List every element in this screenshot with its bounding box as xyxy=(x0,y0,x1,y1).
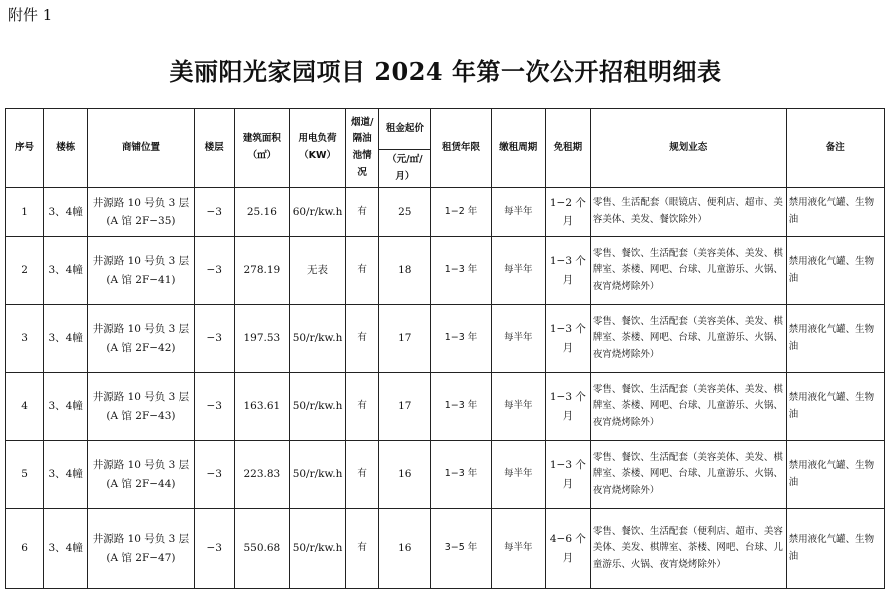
row-flue: 有 xyxy=(346,188,379,237)
row-flue: 有 xyxy=(346,237,379,305)
header-row xyxy=(6,109,885,150)
row-rent-free: 1−3 个月 xyxy=(545,441,590,509)
table-row xyxy=(6,305,885,373)
row-floor: −3 xyxy=(194,188,234,237)
row-building: 3、4幢 xyxy=(44,441,88,509)
header-business: 规划业态 xyxy=(590,109,786,188)
row-rent-free: 1−3 个月 xyxy=(545,237,590,305)
header-power: 用电负荷（KW） xyxy=(289,109,345,188)
row-building: 3、4幢 xyxy=(44,509,88,589)
row-index: 1 xyxy=(6,188,44,237)
page-title: 美丽阳光家园项目 2024 年第一次公开招租明细表 xyxy=(169,57,722,86)
row-index: 5 xyxy=(6,441,44,509)
header-area: 建筑面积（㎡） xyxy=(234,109,289,188)
row-area: 197.53 xyxy=(234,305,289,373)
row-index: 6 xyxy=(6,509,44,589)
row-building: 3、4幢 xyxy=(44,237,88,305)
row-business: 零售、餐饮、生活配套（美容美体、美发、棋牌室、茶楼、网吧、台球、儿童游乐、火锅、夜宵烧烤除外） xyxy=(590,305,786,373)
row-rent-free: 1−3 个月 xyxy=(545,373,590,441)
row-flue: 有 xyxy=(346,509,379,589)
row-lease-term: 1−3 年 xyxy=(431,441,491,509)
row-power: 60/r/kw.h xyxy=(289,188,345,237)
row-power: 50/r/kw.h xyxy=(289,441,345,509)
row-index: 2 xyxy=(6,237,44,305)
row-location: 井源路 10 号负 3 层(A 馆 2F−47) xyxy=(88,509,194,589)
header-pay-cycle: 缴租周期 xyxy=(491,109,545,188)
row-rent-free: 4−6 个月 xyxy=(545,509,590,589)
row-lease-term: 3−5 年 xyxy=(431,509,491,589)
row-rent-free: 1−3 个月 xyxy=(545,305,590,373)
row-rent: 17 xyxy=(379,373,431,441)
row-building: 3、4幢 xyxy=(44,373,88,441)
row-location: 井源路 10 号负 3 层(A 馆 2F−35) xyxy=(88,188,194,237)
row-location: 井源路 10 号负 3 层(A 馆 2F−41) xyxy=(88,237,194,305)
row-remark: 禁用液化气罐、生物油 xyxy=(786,188,884,237)
row-remark: 禁用液化气罐、生物油 xyxy=(786,373,884,441)
row-power: 50/r/kw.h xyxy=(289,373,345,441)
row-pay-cycle: 每半年 xyxy=(491,441,545,509)
row-area: 278.19 xyxy=(234,237,289,305)
row-index: 3 xyxy=(6,305,44,373)
row-floor: −3 xyxy=(194,237,234,305)
row-power: 无表 xyxy=(289,237,345,305)
row-rent: 16 xyxy=(379,509,431,589)
header-remark: 备注 xyxy=(786,109,884,188)
header-location: 商铺位置 xyxy=(88,109,194,188)
row-pay-cycle: 每半年 xyxy=(491,373,545,441)
row-lease-term: 1−2 年 xyxy=(431,188,491,237)
header-flue: 烟道/隔油池情况 xyxy=(346,109,379,188)
row-remark: 禁用液化气罐、生物油 xyxy=(786,441,884,509)
row-building: 3、4幢 xyxy=(44,188,88,237)
row-area: 25.16 xyxy=(234,188,289,237)
row-pay-cycle: 每半年 xyxy=(491,237,545,305)
row-remark: 禁用液化气罐、生物油 xyxy=(786,237,884,305)
row-area: 163.61 xyxy=(234,373,289,441)
table-row xyxy=(6,188,885,237)
attachment-label: 附件 1 xyxy=(8,6,53,24)
row-business: 零售、生活配套（眼镜店、便利店、超市、美容美体、美发、餐饮除外） xyxy=(590,188,786,237)
header-lease-term: 租赁年限 xyxy=(431,109,491,188)
row-lease-term: 1−3 年 xyxy=(431,373,491,441)
row-floor: −3 xyxy=(194,509,234,589)
row-rent: 18 xyxy=(379,237,431,305)
row-pay-cycle: 每半年 xyxy=(491,305,545,373)
row-location: 井源路 10 号负 3 层(A 馆 2F−43) xyxy=(88,373,194,441)
row-area: 223.83 xyxy=(234,441,289,509)
row-floor: −3 xyxy=(194,441,234,509)
row-flue: 有 xyxy=(346,373,379,441)
row-pay-cycle: 每半年 xyxy=(491,509,545,589)
row-flue: 有 xyxy=(346,305,379,373)
row-business: 零售、餐饮、生活配套（便利店、超市、美容美体、美发、棋牌室、茶楼、网吧、台球、儿童游乐、火锅、夜宵烧烤除外） xyxy=(590,509,786,589)
row-power: 50/r/kw.h xyxy=(289,509,345,589)
row-lease-term: 1−3 年 xyxy=(431,237,491,305)
row-rent: 17 xyxy=(379,305,431,373)
row-business: 零售、餐饮、生活配套（美容美体、美发、棋牌室、茶楼、网吧、台球、儿童游乐、火锅、夜宵烧烤除外） xyxy=(590,237,786,305)
header-floor: 楼层 xyxy=(194,109,234,188)
row-remark: 禁用液化气罐、生物油 xyxy=(786,509,884,589)
table-row xyxy=(6,237,885,305)
row-rent: 16 xyxy=(379,441,431,509)
header-rent-free: 免租期 xyxy=(545,109,590,188)
header-index: 序号 xyxy=(6,109,44,188)
row-location: 井源路 10 号负 3 层(A 馆 2F−42) xyxy=(88,305,194,373)
row-floor: −3 xyxy=(194,373,234,441)
header-building: 楼栋 xyxy=(44,109,88,188)
row-location: 井源路 10 号负 3 层(A 馆 2F−44) xyxy=(88,441,194,509)
table-row xyxy=(6,509,885,589)
row-rent: 25 xyxy=(379,188,431,237)
row-business: 零售、餐饮、生活配套（美容美体、美发、棋牌室、茶楼、网吧、台球、儿童游乐、火锅、夜宵烧烤除外） xyxy=(590,373,786,441)
row-floor: −3 xyxy=(194,305,234,373)
row-business: 零售、餐饮、生活配套（美容美体、美发、棋牌室、茶楼、网吧、台球、儿童游乐、火锅、夜宵烧烤除外） xyxy=(590,441,786,509)
row-lease-term: 1−3 年 xyxy=(431,305,491,373)
row-pay-cycle: 每半年 xyxy=(491,188,545,237)
row-flue: 有 xyxy=(346,441,379,509)
header-rent-unit: （元/㎡/月） xyxy=(379,150,431,188)
row-power: 50/r/kw.h xyxy=(289,305,345,373)
row-remark: 禁用液化气罐、生物油 xyxy=(786,305,884,373)
row-area: 550.68 xyxy=(234,509,289,589)
row-rent-free: 1−2 个月 xyxy=(545,188,590,237)
table-row xyxy=(6,373,885,441)
row-index: 4 xyxy=(6,373,44,441)
row-building: 3、4幢 xyxy=(44,305,88,373)
table-row xyxy=(6,441,885,509)
rental-detail-table xyxy=(5,108,885,589)
header-rent: 租金起价 xyxy=(379,109,431,150)
